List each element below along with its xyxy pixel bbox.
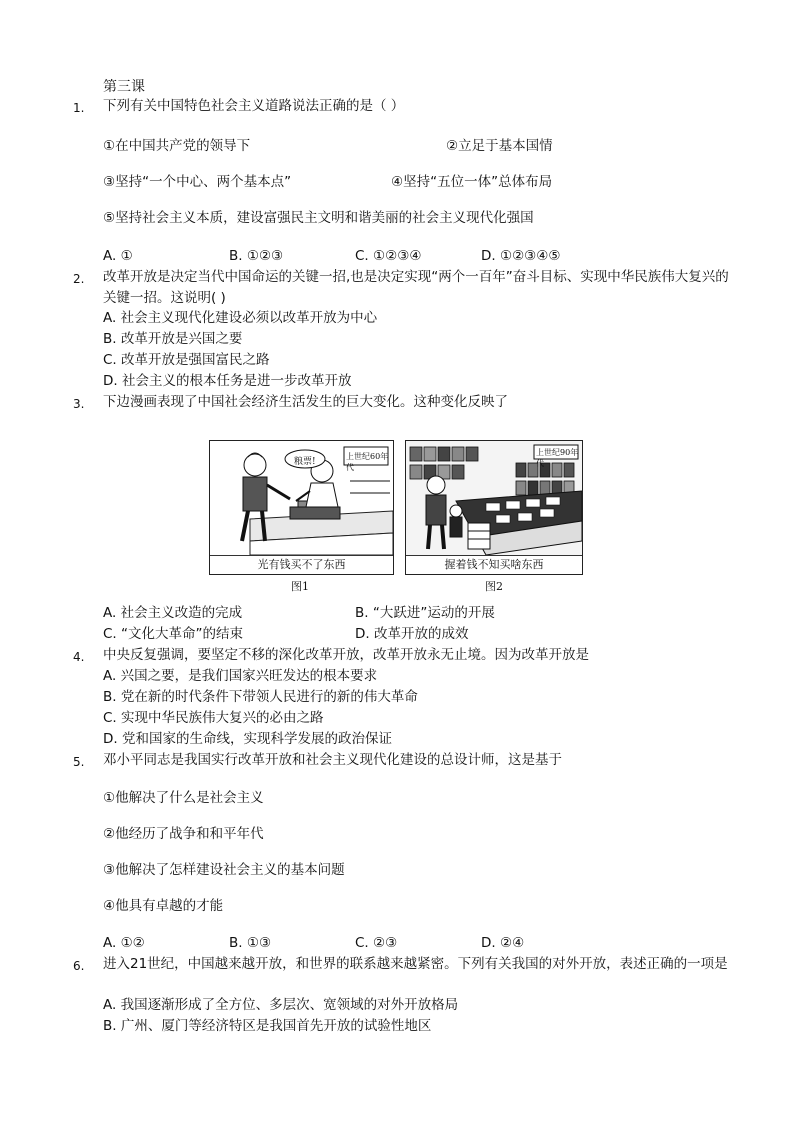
cartoon-figure-2 <box>405 440 583 575</box>
q2-choice-a[interactable]: A. 社会主义现代化建设必须以改革开放为中心 <box>103 310 378 326</box>
question-1 <box>73 96 733 117</box>
question-6 <box>73 954 733 975</box>
question-number: 5. <box>73 755 85 769</box>
question-3 <box>73 392 733 413</box>
question-stem: 邓小平同志是我国实行改革开放和社会主义现代化建设的总设计师，这是基于 <box>103 752 562 768</box>
q2-choice-b[interactable]: B. 改革开放是兴国之要 <box>103 331 243 347</box>
q4-choice-b[interactable]: B. 党在新的时代条件下带领人民进行的新的伟大革命 <box>103 689 418 705</box>
q5-choice-a[interactable]: A. ①② <box>103 935 145 951</box>
q5-item-3: ③他解决了怎样建设社会主义的基本问题 <box>103 862 345 878</box>
q3-choice-c[interactable]: C. “文化大革命”的结束 <box>103 626 243 642</box>
q1-item-4: ④坚持“五位一体”总体布局 <box>391 174 553 190</box>
q5-item-2: ②他经历了战争和和平年代 <box>103 826 264 842</box>
question-number: 1. <box>73 101 85 115</box>
q6-choice-a[interactable]: A. 我国逐渐形成了全方位、多层次、宽领域的对外开放格局 <box>103 997 459 1013</box>
lesson-title: 第三课 <box>103 79 145 95</box>
cartoon-figure-1 <box>209 440 394 575</box>
question-5 <box>73 750 733 771</box>
q4-choice-d[interactable]: D. 党和国家的生命线，实现科学发展的政治保证 <box>103 731 392 747</box>
cartoon-1-speech: 粮票! <box>294 457 316 467</box>
q1-item-5: ⑤坚持社会主义本质，建设富强民主文明和谐美丽的社会主义现代化强国 <box>103 210 534 226</box>
q1-choice-a[interactable]: A. ① <box>103 248 133 264</box>
q1-choice-d[interactable]: D. ①②③④⑤ <box>481 248 561 264</box>
q5-choice-b[interactable]: B. ①③ <box>229 935 272 951</box>
q1-item-2: ②立足于基本国情 <box>446 138 553 154</box>
cartoon-1-caption: 光有钱买不了东西 <box>210 555 393 574</box>
q4-choice-c[interactable]: C. 实现中华民族伟大复兴的必由之路 <box>103 710 324 726</box>
cartoon-2-caption: 握着钱不知买啥东西 <box>406 555 582 574</box>
question-number: 6. <box>73 959 85 973</box>
q5-item-1: ①他解决了什么是社会主义 <box>103 790 264 806</box>
figure-1-label: 图1 <box>291 580 309 593</box>
q3-choice-b[interactable]: B. “大跃进”运动的开展 <box>355 605 495 621</box>
question-stem: 下列有关中国特色社会主义道路说法正确的是（ ） <box>103 98 405 114</box>
question-stem: 进入21世纪，中国越来越开放，和世界的联系越来越紧密。下列有关我国的对外开放，表述正确的一项是 <box>103 956 728 972</box>
q1-choice-c[interactable]: C. ①②③④ <box>355 248 422 264</box>
q5-choice-c[interactable]: C. ②③ <box>355 935 398 951</box>
q5-item-4: ④他具有卓越的才能 <box>103 898 224 914</box>
cartoon-1-era: 上世纪60年代 <box>346 452 389 472</box>
question-number: 4. <box>73 650 85 664</box>
q6-choice-b[interactable]: B. 广州、厦门等经济特区是我国首先开放的试验性地区 <box>103 1018 432 1034</box>
q1-item-3: ③坚持“一个中心、两个基本点” <box>103 174 292 190</box>
question-4 <box>73 645 733 666</box>
q5-choice-d[interactable]: D. ②④ <box>481 935 525 951</box>
q2-choice-c[interactable]: C. 改革开放是强国富民之路 <box>103 352 270 368</box>
q3-choice-d[interactable]: D. 改革开放的成效 <box>355 626 469 642</box>
question-2 <box>73 267 733 309</box>
question-number: 2. <box>73 272 85 286</box>
question-number: 3. <box>73 397 85 411</box>
q3-choice-a[interactable]: A. 社会主义改造的完成 <box>103 605 243 621</box>
figure-2-label: 图2 <box>485 580 503 593</box>
q4-choice-a[interactable]: A. 兴国之要，是我们国家兴旺发达的根本要求 <box>103 668 378 684</box>
q1-choice-b[interactable]: B. ①②③ <box>229 248 284 264</box>
question-stem: 中央反复强调，要坚定不移的深化改革开放，改革开放永无止境。因为改革开放是 <box>103 647 589 663</box>
question-stem: 改革开放是决定当代中国命运的关键一招,也是决定实现“两个一百年”奋斗目标、实现中华民族伟大复兴的关键一招。这说明( ) <box>103 269 729 306</box>
q2-choice-d[interactable]: D. 社会主义的根本任务是进一步改革开放 <box>103 373 352 389</box>
q1-item-1: ①在中国共产党的领导下 <box>103 138 251 154</box>
question-stem: 下边漫画表现了中国社会经济生活发生的巨大变化。这种变化反映了 <box>103 394 508 410</box>
cartoon-2-era: 上世纪90年代 <box>536 448 579 468</box>
